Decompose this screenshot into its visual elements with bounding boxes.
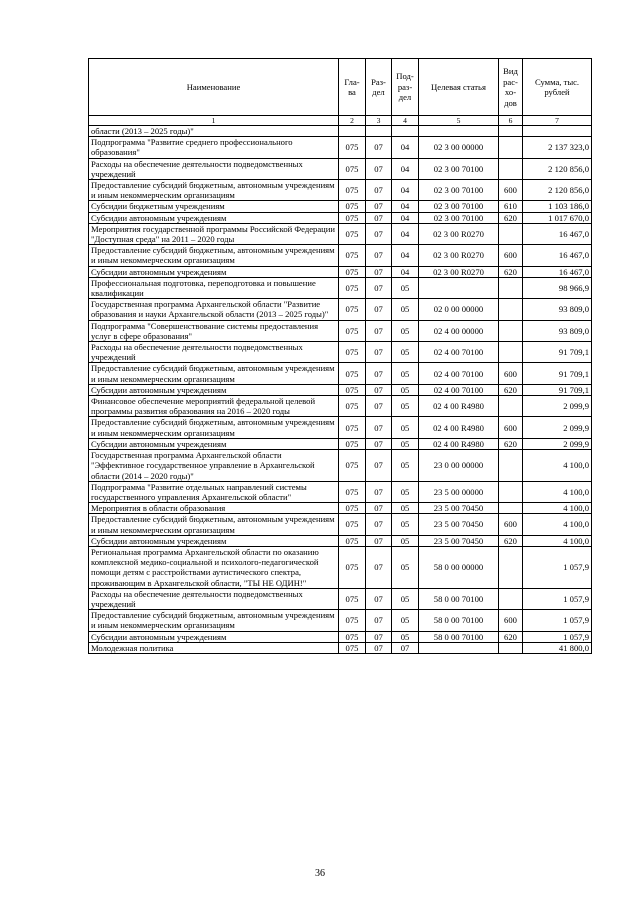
table-row (89, 180, 592, 201)
row-target-article: 23 5 00 70450 (419, 514, 499, 535)
row-chapter: 075 (339, 342, 366, 363)
column-number: 5 (419, 116, 499, 126)
row-expense-type (499, 126, 523, 137)
row-sum: 1 057,9 (523, 610, 592, 631)
header-expense-type: Вид рас-хо-дов (499, 59, 523, 116)
row-sum: 1 057,9 (523, 588, 592, 609)
row-name: Предоставление субсидий бюджетным, автономным учреждениям и иным некоммерческим организациям (89, 245, 339, 266)
table-row (89, 535, 592, 546)
row-expense-type: 620 (499, 384, 523, 395)
row-chapter: 075 (339, 277, 366, 298)
row-sum: 16 467,0 (523, 223, 592, 244)
row-sum: 93 809,0 (523, 299, 592, 320)
row-section: 07 (366, 212, 392, 223)
row-name: Субсидии автономным учреждениям (89, 266, 339, 277)
row-expense-type (499, 396, 523, 417)
row-subsection (392, 126, 419, 137)
row-target-article: 02 3 00 70100 (419, 158, 499, 179)
row-expense-type (499, 320, 523, 341)
row-name: Региональная программа Архангельской области по оказанию комплексной медико-социальной и психолого-педагогической помощи детям с расстройствами аутистического спектра, проживающим в Архангельской области, "ТЫ НЕ ОДИН!" (89, 546, 339, 588)
row-target-article: 02 3 00 70100 (419, 180, 499, 201)
row-sum: 2 137 323,0 (523, 137, 592, 158)
row-section: 07 (366, 481, 392, 502)
row-section: 07 (366, 503, 392, 514)
row-sum: 16 467,0 (523, 266, 592, 277)
budget-table (88, 58, 592, 654)
row-target-article: 02 4 00 70100 (419, 363, 499, 384)
column-number-row (89, 116, 592, 126)
row-section: 07 (366, 417, 392, 438)
row-subsection: 04 (392, 223, 419, 244)
row-sum (523, 126, 592, 137)
row-chapter: 075 (339, 450, 366, 482)
table-row (89, 481, 592, 502)
row-name: Предоставление субсидий бюджетным, автономным учреждениям и иным некоммерческим организациям (89, 363, 339, 384)
row-sum: 91 709,1 (523, 384, 592, 395)
row-target-article: 02 3 00 R0270 (419, 266, 499, 277)
row-expense-type (499, 481, 523, 502)
row-sum: 2 120 856,0 (523, 158, 592, 179)
row-sum: 2 099,9 (523, 396, 592, 417)
row-subsection: 05 (392, 631, 419, 642)
row-sum: 91 709,1 (523, 342, 592, 363)
row-subsection: 05 (392, 481, 419, 502)
row-expense-type: 600 (499, 417, 523, 438)
row-expense-type (499, 450, 523, 482)
row-name: Расходы на обеспечение деятельности подведомственных учреждений (89, 588, 339, 609)
row-subsection: 05 (392, 546, 419, 588)
row-section: 07 (366, 384, 392, 395)
row-sum: 2 120 856,0 (523, 180, 592, 201)
row-subsection: 05 (392, 438, 419, 449)
row-name: Субсидии бюджетным учреждениям (89, 201, 339, 212)
row-chapter: 075 (339, 223, 366, 244)
row-subsection: 05 (392, 535, 419, 546)
table-row (89, 299, 592, 320)
table-row (89, 266, 592, 277)
row-target-article: 23 5 00 70450 (419, 503, 499, 514)
row-section: 07 (366, 396, 392, 417)
header-glava: Гла-ва (339, 59, 366, 116)
row-name: области (2013 – 2025 годы)" (89, 126, 339, 137)
row-name: Предоставление субсидий бюджетным, автономным учреждениям и иным некоммерческим организациям (89, 514, 339, 535)
row-name: Расходы на обеспечение деятельности подведомственных учреждений (89, 158, 339, 179)
row-target-article: 02 3 00 00000 (419, 137, 499, 158)
row-chapter: 075 (339, 396, 366, 417)
row-sum: 1 017 670,0 (523, 212, 592, 223)
table-row (89, 137, 592, 158)
table-row (89, 588, 592, 609)
row-section: 07 (366, 180, 392, 201)
row-sum: 16 467,0 (523, 245, 592, 266)
row-subsection: 04 (392, 266, 419, 277)
table-row (89, 201, 592, 212)
row-subsection: 04 (392, 158, 419, 179)
row-section: 07 (366, 610, 392, 631)
row-target-article: 58 0 00 00000 (419, 546, 499, 588)
row-target-article: 02 3 00 R0270 (419, 245, 499, 266)
row-section: 07 (366, 201, 392, 212)
row-name: Государственная программа Архангельской области "Развитие образования и науки Архангельской области (2013 – 2025 годы)" (89, 299, 339, 320)
row-subsection: 04 (392, 137, 419, 158)
row-subsection: 05 (392, 396, 419, 417)
row-expense-type: 600 (499, 610, 523, 631)
row-sum: 98 966,9 (523, 277, 592, 298)
row-subsection: 05 (392, 450, 419, 482)
row-target-article: 02 3 00 R0270 (419, 223, 499, 244)
row-chapter: 075 (339, 535, 366, 546)
row-target-article: 58 0 00 70100 (419, 610, 499, 631)
row-expense-type (499, 223, 523, 244)
row-name: Государственная программа Архангельской области "Эффективное государственное управление в Архангельской области (2014 – 2020 годы)" (89, 450, 339, 482)
row-chapter: 075 (339, 201, 366, 212)
row-target-article: 02 3 00 70100 (419, 212, 499, 223)
column-number: 6 (499, 116, 523, 126)
row-chapter: 075 (339, 588, 366, 609)
row-name: Мероприятия в области образования (89, 503, 339, 514)
row-chapter: 075 (339, 631, 366, 642)
row-subsection: 05 (392, 277, 419, 298)
row-section: 07 (366, 450, 392, 482)
table-row (89, 631, 592, 642)
row-target-article: 02 4 00 R4980 (419, 438, 499, 449)
row-chapter (339, 126, 366, 137)
row-name: Финансовое обеспечение мероприятий федеральной целевой программы развития образования на 2016 – 2020 годы (89, 396, 339, 417)
row-sum: 4 100,0 (523, 514, 592, 535)
row-section: 07 (366, 438, 392, 449)
row-chapter: 075 (339, 212, 366, 223)
column-number: 1 (89, 116, 339, 126)
row-section: 07 (366, 223, 392, 244)
row-subsection: 04 (392, 212, 419, 223)
row-section: 07 (366, 363, 392, 384)
column-number: 7 (523, 116, 592, 126)
row-section: 07 (366, 320, 392, 341)
table-header-row (89, 59, 592, 116)
table-row (89, 503, 592, 514)
row-expense-type (499, 158, 523, 179)
row-section: 07 (366, 342, 392, 363)
table-row (89, 450, 592, 482)
row-chapter: 075 (339, 481, 366, 502)
row-expense-type: 620 (499, 631, 523, 642)
row-chapter: 075 (339, 610, 366, 631)
row-chapter: 075 (339, 438, 366, 449)
row-subsection: 05 (392, 342, 419, 363)
row-target-article: 58 0 00 70100 (419, 631, 499, 642)
row-target-article: 02 4 00 70100 (419, 384, 499, 395)
row-target-article: 23 0 00 00000 (419, 450, 499, 482)
row-expense-type: 620 (499, 212, 523, 223)
row-section: 07 (366, 299, 392, 320)
table-body (89, 126, 592, 654)
row-target-article (419, 277, 499, 298)
row-chapter: 075 (339, 320, 366, 341)
row-name: Подпрограмма "Совершенствование системы предоставления услуг в сфере образования" (89, 320, 339, 341)
header-name: Наименование (89, 59, 339, 116)
row-chapter: 075 (339, 503, 366, 514)
row-section: 07 (366, 535, 392, 546)
row-subsection: 05 (392, 384, 419, 395)
header-target-article: Целевая статья (419, 59, 499, 116)
row-chapter: 075 (339, 180, 366, 201)
row-subsection: 05 (392, 514, 419, 535)
row-name: Расходы на обеспечение деятельности подведомственных учреждений (89, 342, 339, 363)
row-chapter: 075 (339, 158, 366, 179)
row-sum: 2 099,9 (523, 417, 592, 438)
row-name: Субсидии автономным учреждениям (89, 631, 339, 642)
row-subsection: 05 (392, 417, 419, 438)
header-sum: Сумма, тыс. рублей (523, 59, 592, 116)
row-chapter: 075 (339, 546, 366, 588)
row-sum: 4 100,0 (523, 503, 592, 514)
table-row (89, 642, 592, 653)
row-target-article (419, 642, 499, 653)
row-expense-type: 620 (499, 535, 523, 546)
row-chapter: 075 (339, 642, 366, 653)
row-target-article: 02 3 00 70100 (419, 201, 499, 212)
table-row (89, 245, 592, 266)
row-sum: 4 100,0 (523, 481, 592, 502)
row-expense-type: 610 (499, 201, 523, 212)
row-target-article: 02 4 00 00000 (419, 320, 499, 341)
row-chapter: 075 (339, 514, 366, 535)
column-number: 4 (392, 116, 419, 126)
row-name: Субсидии автономным учреждениям (89, 212, 339, 223)
row-name: Молодежная политика (89, 642, 339, 653)
row-subsection: 04 (392, 245, 419, 266)
row-section: 07 (366, 277, 392, 298)
row-expense-type: 620 (499, 438, 523, 449)
row-target-article: 23 5 00 00000 (419, 481, 499, 502)
row-expense-type: 600 (499, 180, 523, 201)
row-chapter: 075 (339, 384, 366, 395)
table-row (89, 417, 592, 438)
row-name: Субсидии автономным учреждениям (89, 384, 339, 395)
row-chapter: 075 (339, 266, 366, 277)
row-subsection: 05 (392, 503, 419, 514)
row-chapter: 075 (339, 137, 366, 158)
page-number: 36 (315, 868, 325, 879)
row-target-article: 58 0 00 70100 (419, 588, 499, 609)
row-section: 07 (366, 245, 392, 266)
table-row (89, 277, 592, 298)
row-expense-type (499, 503, 523, 514)
row-sum: 4 100,0 (523, 450, 592, 482)
table-row (89, 610, 592, 631)
table-row (89, 126, 592, 137)
row-expense-type: 620 (499, 266, 523, 277)
row-expense-type: 600 (499, 514, 523, 535)
row-section: 07 (366, 158, 392, 179)
row-name: Подпрограмма "Развитие среднего профессионального образования" (89, 137, 339, 158)
row-sum: 1 057,9 (523, 631, 592, 642)
table-row (89, 438, 592, 449)
row-section: 07 (366, 514, 392, 535)
row-chapter: 075 (339, 245, 366, 266)
row-expense-type: 600 (499, 245, 523, 266)
row-name: Профессиональная подготовка, переподготовка и повышение квалификации (89, 277, 339, 298)
header-podrazdel: Под-раз-дел (392, 59, 419, 116)
row-section: 07 (366, 266, 392, 277)
row-sum: 4 100,0 (523, 535, 592, 546)
table-row (89, 158, 592, 179)
row-sum: 91 709,1 (523, 363, 592, 384)
row-section: 07 (366, 588, 392, 609)
row-sum: 1 057,9 (523, 546, 592, 588)
row-target-article: 02 4 00 70100 (419, 342, 499, 363)
row-section: 07 (366, 631, 392, 642)
row-name: Подпрограмма "Развитие отдельных направлений системы государственного управления Архангельской области" (89, 481, 339, 502)
table-row (89, 546, 592, 588)
row-chapter: 075 (339, 363, 366, 384)
row-target-article: 02 4 00 R4980 (419, 417, 499, 438)
table-row (89, 223, 592, 244)
column-number: 2 (339, 116, 366, 126)
row-name: Субсидии автономным учреждениям (89, 535, 339, 546)
row-sum: 93 809,0 (523, 320, 592, 341)
row-chapter: 075 (339, 417, 366, 438)
row-subsection: 05 (392, 320, 419, 341)
row-subsection: 04 (392, 180, 419, 201)
row-section: 07 (366, 546, 392, 588)
row-subsection: 07 (392, 642, 419, 653)
row-expense-type (499, 299, 523, 320)
row-target-article: 23 5 00 70450 (419, 535, 499, 546)
row-subsection: 05 (392, 610, 419, 631)
row-section: 07 (366, 137, 392, 158)
table-row (89, 396, 592, 417)
row-sum: 2 099,9 (523, 438, 592, 449)
row-subsection: 05 (392, 299, 419, 320)
row-expense-type (499, 588, 523, 609)
row-target-article: 02 4 00 R4980 (419, 396, 499, 417)
table-row (89, 342, 592, 363)
row-target-article (419, 126, 499, 137)
row-expense-type (499, 277, 523, 298)
row-name: Предоставление субсидий бюджетным, автономным учреждениям и иным некоммерческим организациям (89, 417, 339, 438)
row-expense-type: 600 (499, 363, 523, 384)
table-row (89, 384, 592, 395)
row-expense-type (499, 546, 523, 588)
row-name: Мероприятия государственной программы Российской Федерации "Доступная среда" на 2011 – 2020 годы (89, 223, 339, 244)
row-sum: 1 103 186,0 (523, 201, 592, 212)
row-subsection: 05 (392, 363, 419, 384)
row-chapter: 075 (339, 299, 366, 320)
row-section: 07 (366, 642, 392, 653)
row-section (366, 126, 392, 137)
row-name: Предоставление субсидий бюджетным, автономным учреждениям и иным некоммерческим организациям (89, 180, 339, 201)
header-razdel: Раз-дел (366, 59, 392, 116)
row-name: Предоставление субсидий бюджетным, автономным учреждениям и иным некоммерческим организациям (89, 610, 339, 631)
row-subsection: 04 (392, 201, 419, 212)
column-number: 3 (366, 116, 392, 126)
table-row (89, 514, 592, 535)
row-subsection: 05 (392, 588, 419, 609)
table-row (89, 363, 592, 384)
row-name: Субсидии автономным учреждениям (89, 438, 339, 449)
row-target-article: 02 0 00 00000 (419, 299, 499, 320)
row-sum: 41 800,0 (523, 642, 592, 653)
row-expense-type (499, 342, 523, 363)
row-expense-type (499, 137, 523, 158)
row-expense-type (499, 642, 523, 653)
table-row (89, 320, 592, 341)
table-row (89, 212, 592, 223)
